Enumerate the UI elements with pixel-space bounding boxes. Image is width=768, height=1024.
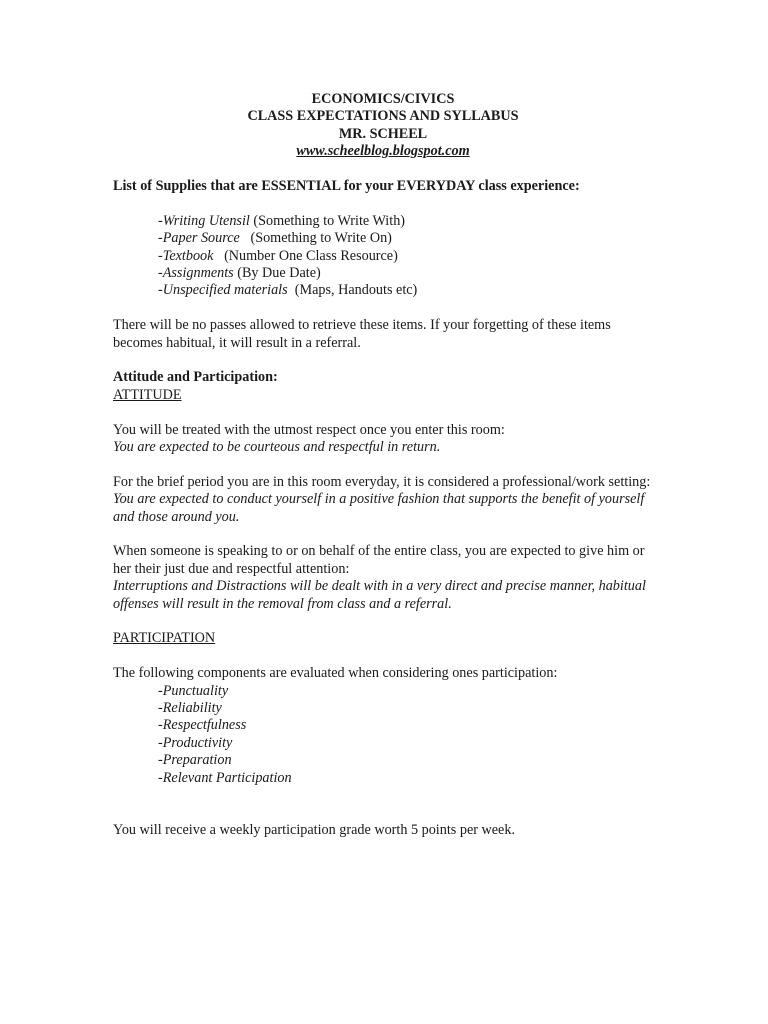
syllabus-page (113, 91, 653, 839)
participation-component: Respectfulness (162, 717, 247, 734)
blog-link[interactable]: www.scheelblog.blogspot.com (296, 143, 470, 160)
attitude-subheading: ATTITUDE (113, 386, 182, 403)
participation-component: Reliability (162, 700, 222, 717)
participation-list (113, 683, 653, 787)
list-item: -Unspecified materials (Maps, Handouts etc) (158, 282, 418, 299)
participation-component: Productivity (162, 734, 233, 751)
list-item: -Preparation (158, 752, 232, 769)
list-item: -Punctuality (158, 682, 229, 699)
list-item: -Reliability (158, 700, 222, 717)
attitude-expectation-1: You are expected to be courteous and respectful in return. (113, 439, 441, 456)
attitude-paragraph-3: When someone is speaking to or on behalf of the entire class, you are expected to give him or her their just due and respectful attention: (113, 543, 645, 577)
attitude-participation-heading: Attitude and Participation: (113, 369, 278, 386)
participation-subheading: PARTICIPATION (113, 630, 216, 647)
supply-desc: (Maps, Handouts etc) (287, 282, 418, 299)
supply-name: Writing Utensil (162, 212, 250, 229)
list-item: -Assignments (By Due Date) (158, 265, 321, 282)
list-item: -Relevant Participation (158, 769, 292, 786)
list-item: -Textbook (Number One Class Resource) (158, 247, 398, 264)
list-item: -Writing Utensil (Something to Write With) (158, 212, 406, 229)
teacher-name: MR. SCHEEL (338, 125, 428, 142)
supplies-note: There will be no passes allowed to retrieve these items. If your forgetting of these items becomes habitual, it will result in a referral. (113, 317, 611, 351)
attitude-expectation-2: You are expected to conduct yourself in a positive fashion that supports the benefit of yourself and those around you. (113, 491, 645, 525)
participation-intro: The following components are evaluated when considering ones participation: (113, 665, 558, 682)
supplies-list (113, 213, 653, 300)
list-item: -Respectfulness (158, 717, 247, 734)
attitude-expectation-3: Interruptions and Distractions will be dealt with in a very direct and precise manner, habitual offenses will result in the removal from class and a referral. (113, 578, 646, 612)
attitude-paragraph-1: You will be treated with the utmost respect once you enter this room: (113, 421, 505, 438)
participation-grade-note: You will receive a weekly participation grade worth 5 points per week. (113, 821, 515, 838)
supply-name: Textbook (162, 247, 214, 264)
attitude-paragraph-2: For the brief period you are in this room everyday, it is considered a professional/work setting: (113, 473, 651, 490)
supply-name: Paper Source (162, 230, 240, 247)
course-title: ECONOMICS/CIVICS (311, 91, 455, 107)
participation-component: Preparation (162, 752, 232, 769)
list-item: -Paper Source (Something to Write On) (158, 230, 392, 247)
supply-name: Unspecified materials (162, 282, 288, 299)
document-title: CLASS EXPECTATIONS AND SYLLABUS (247, 108, 519, 125)
supply-desc: (Number One Class Resource) (213, 247, 398, 264)
supply-desc: (Something to Write With) (249, 212, 406, 229)
supplies-heading: List of Supplies that are ESSENTIAL for your EVERYDAY class experience: (113, 178, 580, 195)
list-item: -Productivity (158, 734, 233, 751)
supply-desc: (By Due Date) (233, 265, 321, 282)
participation-component: Punctuality (162, 682, 229, 699)
supply-desc: (Something to Write On) (239, 230, 392, 247)
participation-component: Relevant Participation (162, 769, 292, 786)
supply-name: Assignments (162, 265, 234, 282)
